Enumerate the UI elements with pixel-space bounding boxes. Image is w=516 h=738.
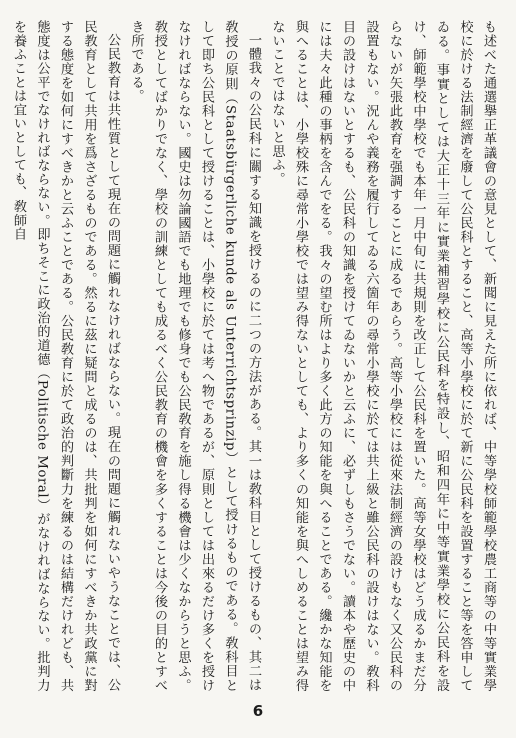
paragraph-3: 公民教育は共性質として現在の問題に觸れなければならない。現在の問題に觸れないやうなことでは、公民教育として共用を爲さざるものである。然るに茲に疑問と成るのは、共批判を如何にすべきか共政黨に對する態度を如何にすべきかと云ふことである。公民敎育に於て政治的判斷力を練るのは結構だけれども、共態度は公平でなければならない。即ちそこに政治的道德（Politische Moral）がなければならない。批判力を養ふことは宜いとしても、敎師自 (11, 20, 120, 692)
paragraph-2: 一體我々の公民科に關する知識を授けるのに二つの方法がある。其一は敎科目として授けるもの、其二は敎授の原則（Staatsbürgerliche kunde als Unterrichtsprinzip）として授けるものである。敎科目として即ち公民科として授けることは、小學校に於ては考へ物であるが、原則としては出來るだけ多くを授けなければならない。國史は勿論國語でも地理でも修身でも公民敎育を施し得る機會は少くなからうと思ふ。敎授としてばかりでなく、學校の訓練としても成るべく公民教育の機會を多くすることは今後の目的とすべき所である。 (128, 20, 261, 692)
paragraph-1: も述べた通選擧正革議會の意見として、新聞に見えた所に依れば、中等學校師範學校農工商等の中等實業學校に於ける法制經濟を廢して公民科とすること、高等小學校に於て新に公民科を設置すること等を答申してゐる。事實としては大正十三年に實業補習學校に公民科を特設し、昭和四年に中等實業學校に公民科を設け、師範學校中學校でも本年一月中旬に共規則を改正して公民科を置いた。高等女學校はどう成るかまだ分らないが矢張此教育を强調することに成るであらう。高等小學校には從來法制經濟の設けもなく又公民科の設置もない。況んや義務を履行してゐる六箇年の尋常小學校に於ては共上級と雖公民科の設けはない。敎科目の設けはないとするも、公民科の知識を授けてゐないかと云ふに、必ずしもさうでない。讀本や歷史の中には夫々此種の事柄を含んでをる。我々の望む所はより多く此方の知能を與へることである。纔かな知能を與へることは、小學校殊に尋常小學校では望み得ないとしても、より多くの知能を與へしめることは望み得ないことではないと思ふ。 (269, 20, 496, 692)
page-number: 6 (252, 702, 264, 720)
vertical-text-body (11, 20, 500, 692)
